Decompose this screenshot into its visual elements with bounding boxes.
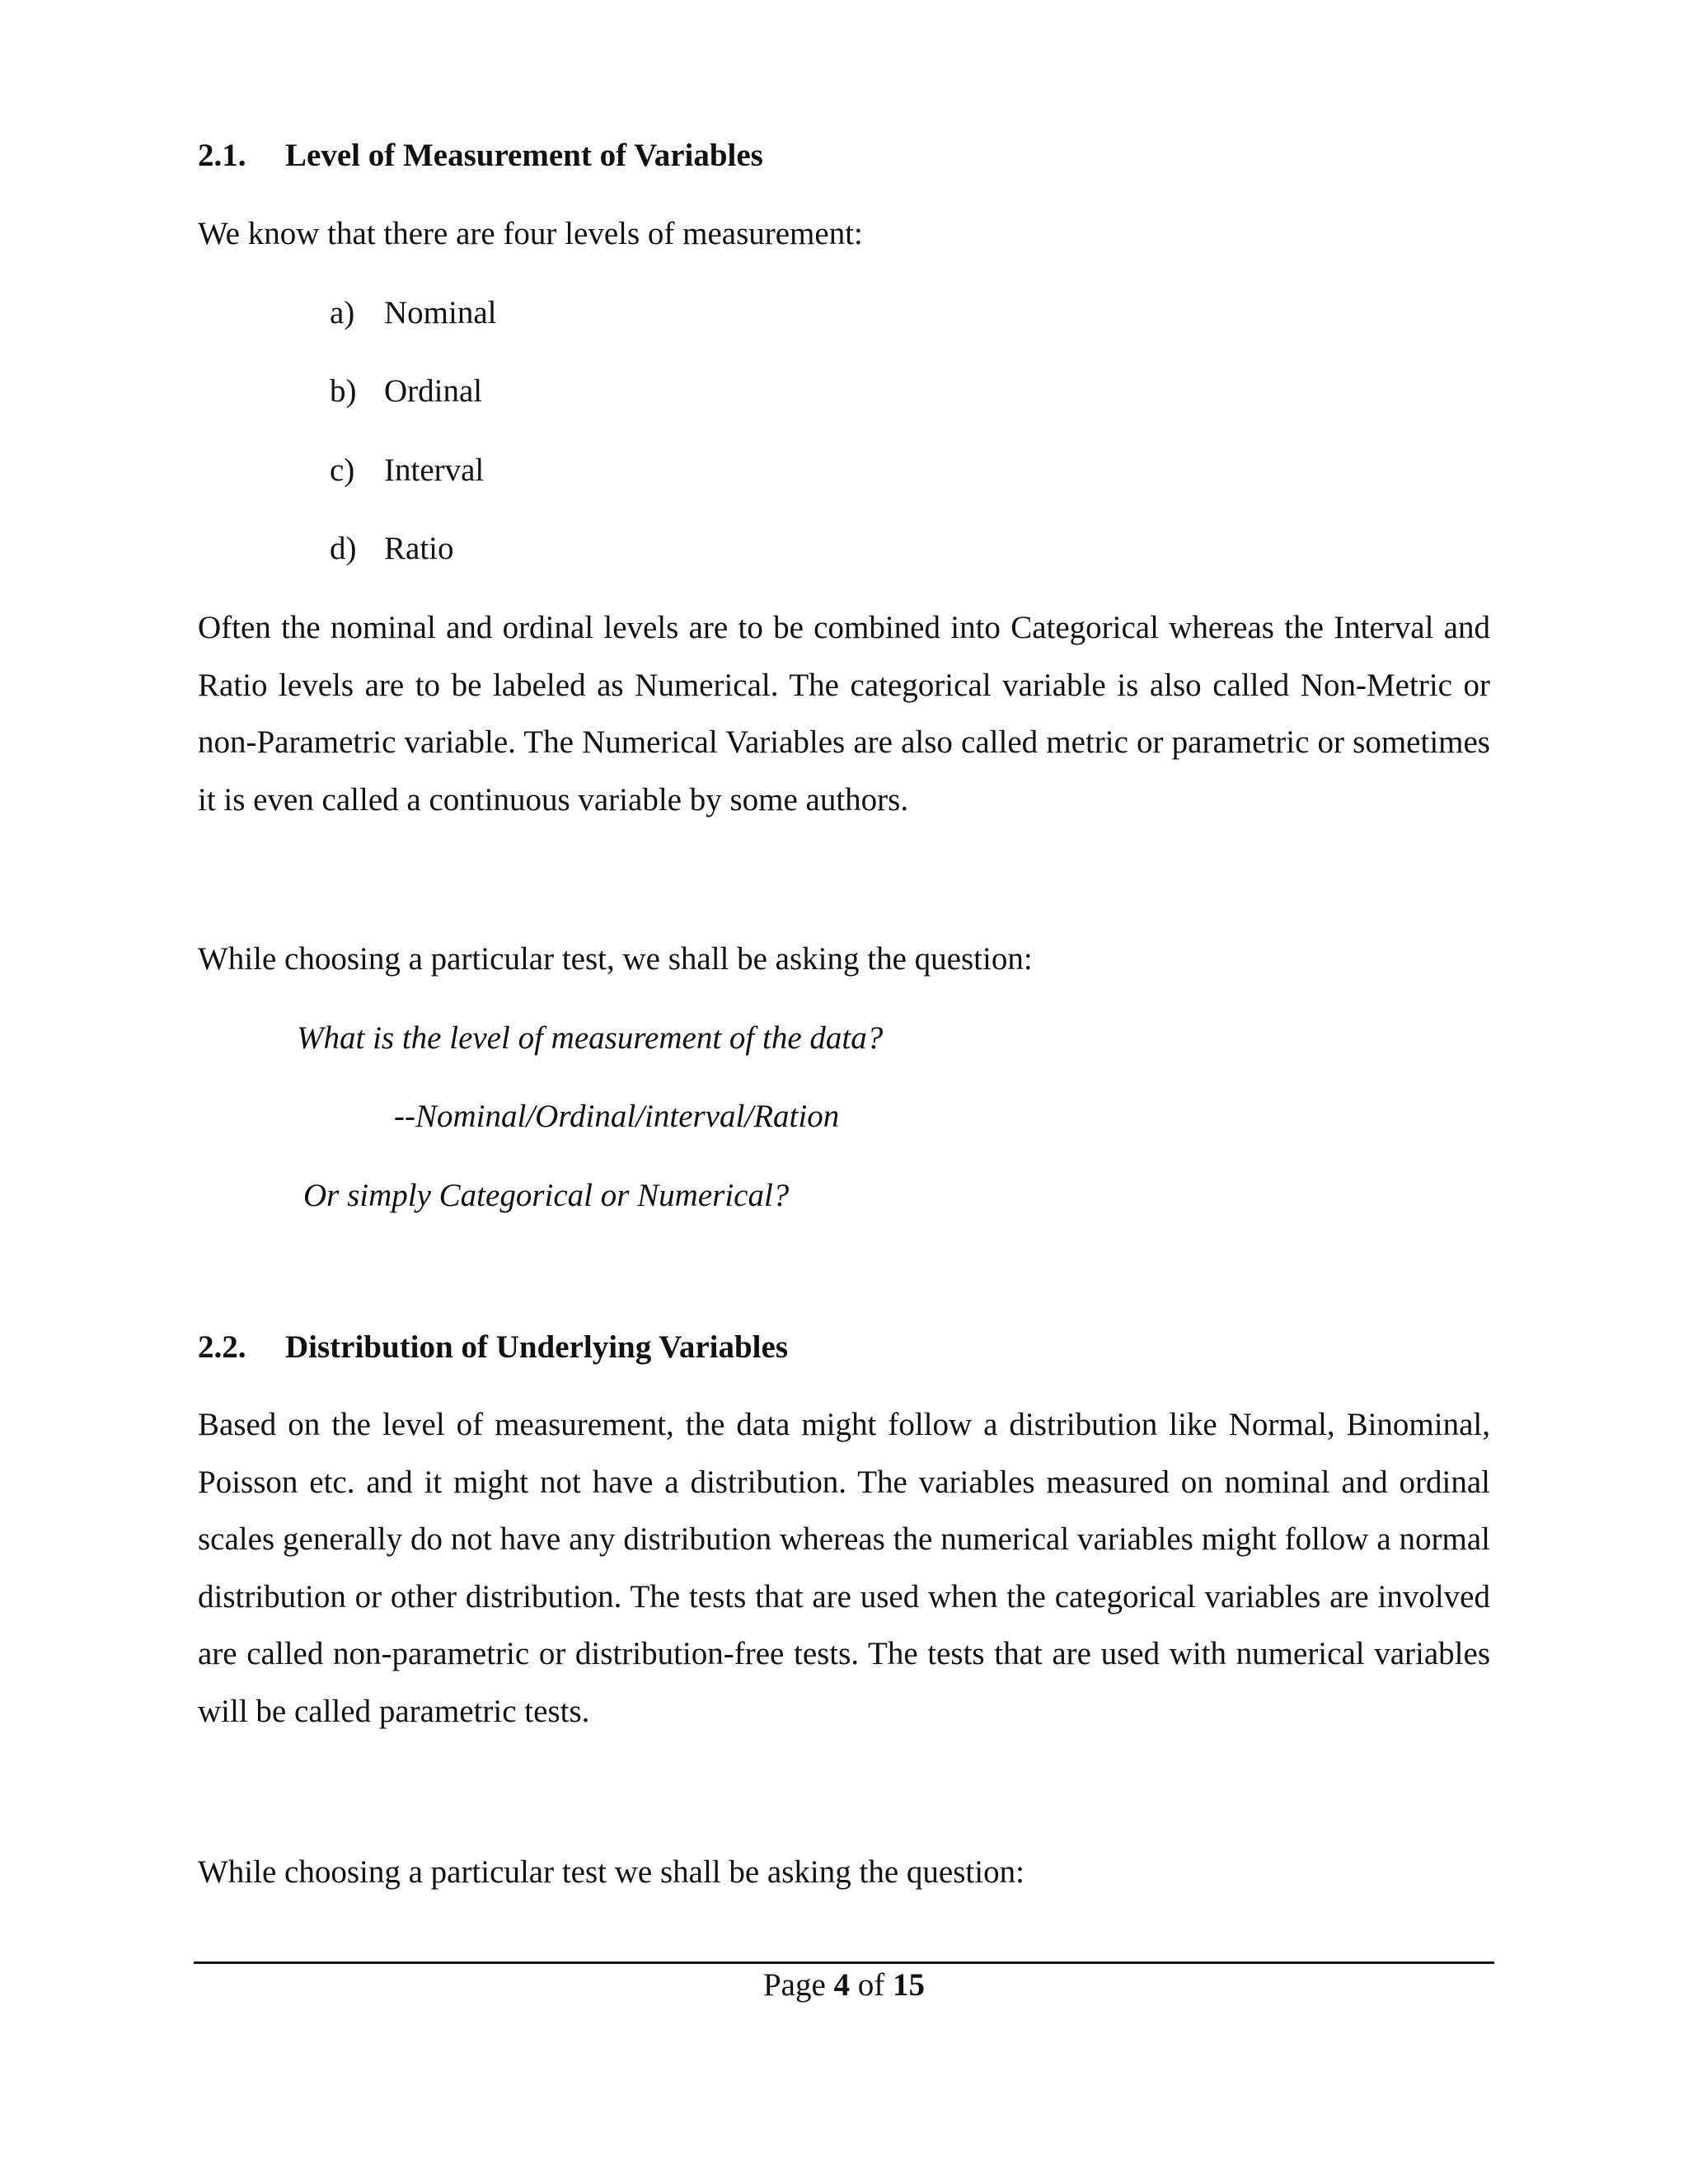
list-item: [330, 530, 454, 567]
of-word: of: [857, 1967, 885, 2003]
page-footer: [0, 1966, 1688, 2004]
body-paragraph: [198, 599, 1490, 828]
question-intro: While choosing a particular test we shall be asking the question:: [198, 1854, 1025, 1890]
total-page-count: 15: [893, 1967, 926, 2003]
list-item: [330, 373, 482, 410]
section-title: Distribution of Underlying Variables: [285, 1329, 789, 1365]
list-marker: b): [330, 373, 357, 409]
footer-rule: [194, 1961, 1494, 1964]
section-heading-2-2: [198, 1329, 788, 1366]
list-item: [330, 294, 496, 331]
page-word: Page: [762, 1967, 826, 2003]
question-line: --Nominal/Ordinal/interval/Ration: [394, 1099, 840, 1134]
list-marker: d): [330, 531, 357, 566]
list-marker: a): [330, 295, 355, 330]
current-page-number: 4: [833, 1967, 851, 2003]
paragraph-text: Based on the level of measurement, the data might follow a distribution like Normal, Binominal, Poisson etc. and it might not have a distribution. The variables measured on nominal and ordinal scales generally do not have any distribution whereas the numerical variables might follow a normal distribution or other distribution. The tests that are used when the categorical variables are involved are called non-parametric or distribution-free tests. The tests that are used with numerical variables will be called parametric tests.: [198, 1407, 1490, 1729]
section-heading-2-1: [198, 137, 763, 174]
question-line: What is the level of measurement of the data?: [297, 1020, 884, 1056]
section-title: Level of Measurement of Variables: [285, 138, 763, 173]
question-intro: While choosing a particular test, we shall be asking the question:: [198, 941, 1033, 977]
question-line: Or simply Categorical or Numerical?: [303, 1178, 790, 1213]
list-label: Nominal: [384, 295, 497, 330]
paragraph-text: Often the nominal and ordinal levels are to be combined into Categorical whereas the Interval and Ratio levels are to be labeled as Numerical. The categorical variable is also called Non-Metric or non-Parametric variable. The Numerical Variables are also called metric or parametric or sometimes it is even called a continuous variable by some authors.: [198, 610, 1490, 818]
list-label: Interval: [384, 452, 485, 488]
body-paragraph: [198, 1396, 1490, 1740]
list-label: Ordinal: [384, 373, 483, 409]
intro-text: We know that there are four levels of measurement:: [198, 216, 863, 251]
list-item: [330, 452, 484, 489]
section-number: 2.2.: [198, 1329, 246, 1365]
section-number: 2.1.: [198, 138, 246, 173]
list-marker: c): [330, 452, 355, 488]
list-label: Ratio: [384, 531, 454, 566]
